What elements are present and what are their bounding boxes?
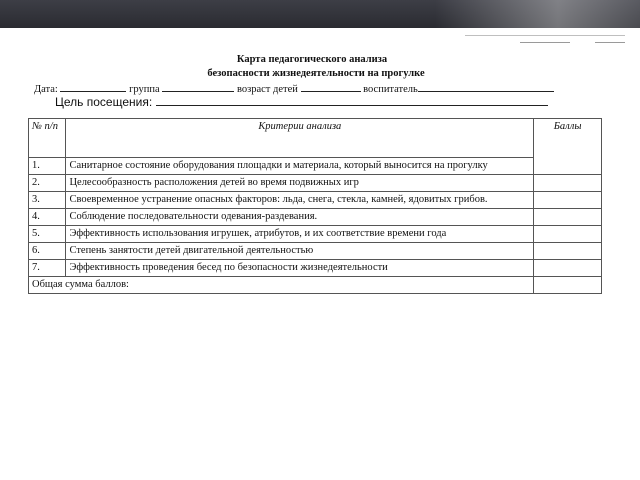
decor-line: [595, 42, 625, 43]
decor-line: [465, 35, 625, 36]
header-points: Баллы: [534, 119, 602, 175]
row-number: 1.: [29, 158, 66, 175]
row-number: 2.: [29, 175, 66, 192]
teacher-label: воспитатель: [363, 84, 418, 95]
total-label: Общая сумма баллов:: [29, 277, 534, 294]
table-row: [29, 175, 602, 192]
row-number: 3.: [29, 192, 66, 209]
row-points-cell[interactable]: [534, 226, 602, 243]
table-total-row: [29, 277, 602, 294]
table-row: [29, 158, 602, 175]
table-row: [29, 192, 602, 209]
row-points-cell[interactable]: [534, 175, 602, 192]
table-header-row: [29, 119, 602, 158]
row-criterion: Целесообразность расположения детей во время подвижных игр: [66, 175, 534, 192]
date-field[interactable]: [60, 82, 126, 92]
row-criterion: Санитарное состояние оборудования площадки и материала, который выносится на прогулку: [66, 158, 534, 175]
teacher-field[interactable]: [418, 82, 554, 92]
info-line: [34, 82, 554, 95]
table-row: [29, 226, 602, 243]
purpose-field[interactable]: [156, 96, 548, 106]
document-title-line2: безопасности жизнедеятельности на прогулке: [207, 68, 425, 79]
table-row: [29, 209, 602, 226]
top-bar-highlight: [435, 0, 640, 28]
row-criterion: Эффективность использования игрушек, атрибутов, и их соответствие времени года: [66, 226, 534, 243]
analysis-table: [28, 118, 602, 294]
total-points-cell[interactable]: [534, 277, 602, 294]
row-number: 4.: [29, 209, 66, 226]
purpose-label: Цель посещения:: [55, 95, 153, 109]
row-number: 6.: [29, 243, 66, 260]
table-row: [29, 260, 602, 277]
table-row: [29, 243, 602, 260]
row-number: 5.: [29, 226, 66, 243]
row-points-cell[interactable]: [534, 243, 602, 260]
date-label: Дата:: [34, 84, 58, 95]
row-criterion: Степень занятости детей двигательной деятельностью: [66, 243, 534, 260]
slide-top-bar: [0, 0, 640, 28]
age-field[interactable]: [301, 82, 361, 92]
row-points-cell[interactable]: [534, 192, 602, 209]
row-criterion: Соблюдение последовательности одевания-раздевания.: [66, 209, 534, 226]
row-criterion: Эффективность проведения бесед по безопасности жизнедеятельности: [66, 260, 534, 277]
decor-line: [520, 42, 570, 43]
row-points-cell[interactable]: [534, 260, 602, 277]
document-title-line1: Карта педагогического анализа: [236, 54, 388, 65]
group-field[interactable]: [162, 82, 234, 92]
header-criteria: Критерии анализа: [66, 119, 534, 158]
row-number: 7.: [29, 260, 66, 277]
group-label: группа: [129, 84, 160, 95]
age-label: возраст детей: [236, 84, 298, 95]
header-number: № п/п: [29, 119, 66, 158]
row-criterion: Своевременное устранение опасных факторов: льда, снега, стекла, камней, ядовитых грибов.: [66, 192, 534, 209]
row-points-cell[interactable]: [534, 209, 602, 226]
purpose-line: [55, 95, 548, 109]
